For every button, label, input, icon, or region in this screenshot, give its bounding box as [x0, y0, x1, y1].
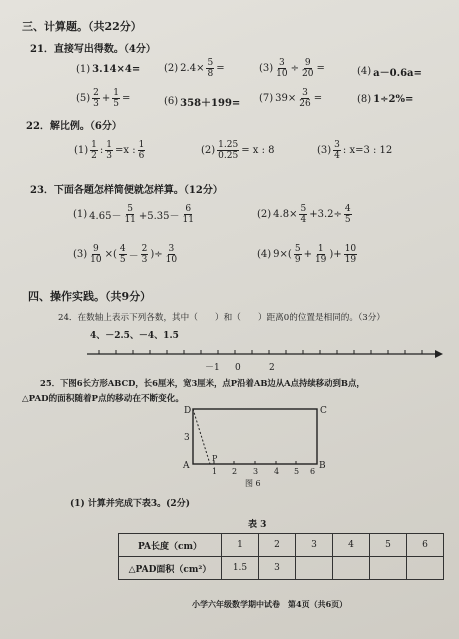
item-number: (1) [74, 145, 89, 156]
expression: a－0.6a= [373, 68, 422, 79]
tick-3: 3 [253, 467, 259, 476]
denominator: 11 [124, 215, 136, 225]
tick-5: 5 [294, 467, 300, 476]
item-number: (3) [73, 249, 88, 260]
table-cell [333, 557, 370, 580]
page-footer: 小学六年级数学期中试卷 第4页（共6页） [192, 599, 348, 609]
q21-item-6 [163, 94, 241, 109]
fraction [294, 244, 302, 265]
item-number: (2) [201, 145, 216, 156]
numerator: 1.25 [218, 140, 239, 150]
operator: ÷ [290, 63, 300, 74]
expression-part: +5.35－ [138, 211, 180, 222]
expression-part: 4.65－ [89, 211, 122, 222]
label-side: 3 [184, 433, 190, 443]
denominator: 11 [182, 215, 194, 225]
q23-item-4 [256, 244, 358, 265]
q24-numbers: 4、－2.5、－4、1.5 [90, 331, 179, 341]
item-number: (4) [357, 66, 372, 77]
fraction [141, 244, 149, 265]
tick-label: －1 [205, 363, 220, 373]
expression-part: : x=3 : 12 [342, 145, 393, 156]
numerator: 5 [294, 244, 301, 254]
denominator: 5 [113, 99, 120, 109]
item-number: (6) [164, 96, 179, 107]
expression-part: + [303, 249, 312, 260]
expression-part: +3.2÷ [309, 209, 342, 220]
numerator: 6 [185, 204, 192, 214]
item-number: (2) [257, 209, 272, 220]
expression-part: 4.8× [273, 209, 298, 220]
expression-part: = [122, 93, 131, 104]
figure-6 [170, 403, 340, 481]
table-cell: 1.5 [222, 557, 259, 580]
fraction [344, 204, 352, 225]
item-number: (4) [257, 249, 272, 260]
fraction [333, 140, 341, 161]
numerator: 2 [141, 244, 148, 254]
denominator: 6 [138, 151, 145, 161]
numerator: 1 [138, 140, 145, 150]
q23-title: 23．下面各题怎样简便就怎样算。（12分） [30, 185, 223, 196]
fraction [275, 58, 288, 79]
numerator: 9 [304, 58, 311, 68]
fraction [206, 58, 214, 79]
figure-caption: 图 6 [245, 479, 261, 488]
numerator: 5 [207, 58, 214, 68]
q21-item-7 [258, 88, 323, 109]
expression-part: = [316, 63, 325, 74]
tick-label: 0 [235, 363, 241, 373]
q21-item-8 [356, 94, 414, 105]
item-number: (8) [357, 94, 372, 105]
tick-1: 1 [212, 467, 218, 476]
q21-item-1 [75, 64, 141, 75]
fraction [217, 140, 239, 161]
table-cell [296, 557, 333, 580]
denominator: 0.25 [218, 151, 239, 161]
label-a: A [183, 461, 190, 471]
expression-part: = [313, 93, 323, 104]
q25-line1: 25．下图6长方形ABCD，长6厘米，宽3厘米，点P沿着AB边从A点持续移动到B点， [40, 378, 365, 388]
denominator: 3 [93, 99, 99, 109]
label-c: C [320, 406, 327, 416]
fraction [299, 204, 307, 225]
numerator: 5 [300, 204, 307, 214]
denominator: 2 [91, 151, 97, 161]
table-row [119, 534, 444, 557]
numerator: 3 [302, 88, 308, 98]
q21-item-4 [356, 64, 423, 79]
q23-item-1 [72, 204, 196, 225]
fraction [123, 204, 136, 225]
table-cell: 2 [259, 534, 296, 557]
denominator: 4 [300, 215, 307, 225]
denominator: 3 [106, 151, 113, 161]
denominator: 10 [165, 255, 178, 265]
q22-item-1 [73, 140, 146, 161]
denominator: 19 [344, 255, 357, 265]
item-number: (1) [76, 64, 91, 75]
label-d: D [184, 406, 192, 416]
table-cell: 3 [296, 534, 333, 557]
numerator: 2 [93, 88, 99, 98]
numerator: 1 [91, 140, 97, 150]
table-title: 表 3 [248, 520, 267, 530]
row-head-area: △PAD面积（cm²） [119, 557, 222, 580]
denominator: 3 [141, 255, 148, 265]
denominator: 8 [207, 69, 214, 79]
numerator: 4 [119, 244, 126, 254]
tick-2: 2 [232, 467, 238, 476]
table-cell [370, 557, 407, 580]
expression-part: 9×( [273, 249, 292, 260]
numerator: 3 [334, 140, 340, 150]
table-cell: 6 [407, 534, 444, 557]
q23-item-2 [256, 204, 353, 225]
table-cell: 5 [370, 534, 407, 557]
fraction [298, 88, 311, 109]
label-p: P [212, 454, 218, 463]
denominator: 10 [90, 255, 102, 265]
q21-title: 21．直接写出得数。（4分） [30, 44, 156, 55]
q22-item-3 [316, 140, 393, 161]
section4-title: 四、操作实践。（共9分） [28, 290, 152, 303]
row-head-pa: PA长度（cm） [119, 534, 222, 557]
item-number: (5) [76, 93, 91, 104]
numerator: 4 [344, 204, 351, 214]
q22-title: 22．解比例。（6分） [26, 121, 122, 132]
fraction [182, 204, 195, 225]
item-number: (1) [73, 209, 88, 220]
q21-item-3 [258, 58, 326, 79]
numerator: 3 [279, 58, 285, 68]
expression-part: = [216, 63, 225, 74]
item-number: (3) [259, 63, 274, 74]
operator: : [99, 145, 104, 156]
expression-part: － [128, 251, 139, 262]
operator: + [101, 93, 111, 104]
item-number: (7) [259, 93, 274, 104]
table-cell: 1 [222, 534, 259, 557]
denominator: 4 [334, 151, 340, 161]
tick-6: 6 [310, 467, 316, 476]
section3-title: 三、计算题。（共22分） [22, 20, 142, 33]
q21-item-5 [75, 88, 131, 109]
expression-part: ×( [104, 249, 117, 260]
expression-part: )÷ [150, 249, 163, 260]
q21-item-2 [163, 58, 226, 79]
fraction [344, 244, 357, 265]
expression-part: =x : [115, 145, 136, 156]
table-row [119, 557, 444, 580]
fraction [90, 140, 98, 161]
numerator: 5 [127, 204, 134, 214]
fraction [165, 244, 178, 265]
tick-label: 2 [269, 363, 275, 373]
denominator: 9 [294, 255, 301, 265]
fraction [112, 88, 120, 109]
q25-sub1: (1) 计算并完成下表3。(2分) [70, 499, 190, 509]
numerator: 3 [168, 244, 175, 254]
q24-text: 24．在数轴上表示下列各数，其中（ ）和（ ）距离0的位置是相同的。（3分） [58, 313, 385, 323]
denominator: 19 [314, 255, 327, 265]
expression-part: = x : 8 [241, 145, 275, 156]
q23-item-3 [72, 244, 179, 265]
table-cell: 3 [259, 557, 296, 580]
table-cell [407, 557, 444, 580]
numerator: 1 [113, 88, 120, 98]
table-cell: 4 [333, 534, 370, 557]
fraction [105, 140, 113, 161]
denominator: 5 [119, 255, 126, 265]
item-number: (3) [317, 145, 332, 156]
table-3 [118, 533, 444, 580]
fraction [138, 140, 146, 161]
numerator: 10 [344, 244, 357, 254]
fraction [92, 88, 100, 109]
numerator: 1 [106, 140, 113, 150]
q25-line2: △PAD的面积随着P点的移动在不断变化。 [22, 394, 184, 404]
expression-part: 39× [275, 93, 297, 104]
fraction [119, 244, 127, 265]
denominator: 10 [276, 69, 288, 79]
expression: 358＋199= [180, 98, 241, 109]
denominator: 5 [344, 215, 351, 225]
numerator: 9 [93, 244, 99, 254]
expression: 1÷2%= [373, 94, 414, 105]
fraction [301, 58, 314, 79]
numerator: 1 [317, 244, 324, 254]
expression: 3.14×4= [92, 64, 141, 75]
label-b: B [319, 461, 326, 471]
number-line [85, 343, 445, 373]
item-number: (2) [164, 63, 179, 74]
expression-part: 2.4× [180, 63, 205, 74]
denominator: 26 [299, 99, 311, 109]
tick-4: 4 [274, 467, 280, 476]
fraction [314, 244, 327, 265]
denominator: 20 [302, 69, 314, 79]
q22-item-2 [200, 140, 276, 161]
fraction [89, 244, 102, 265]
expression-part: )+ [329, 249, 342, 260]
